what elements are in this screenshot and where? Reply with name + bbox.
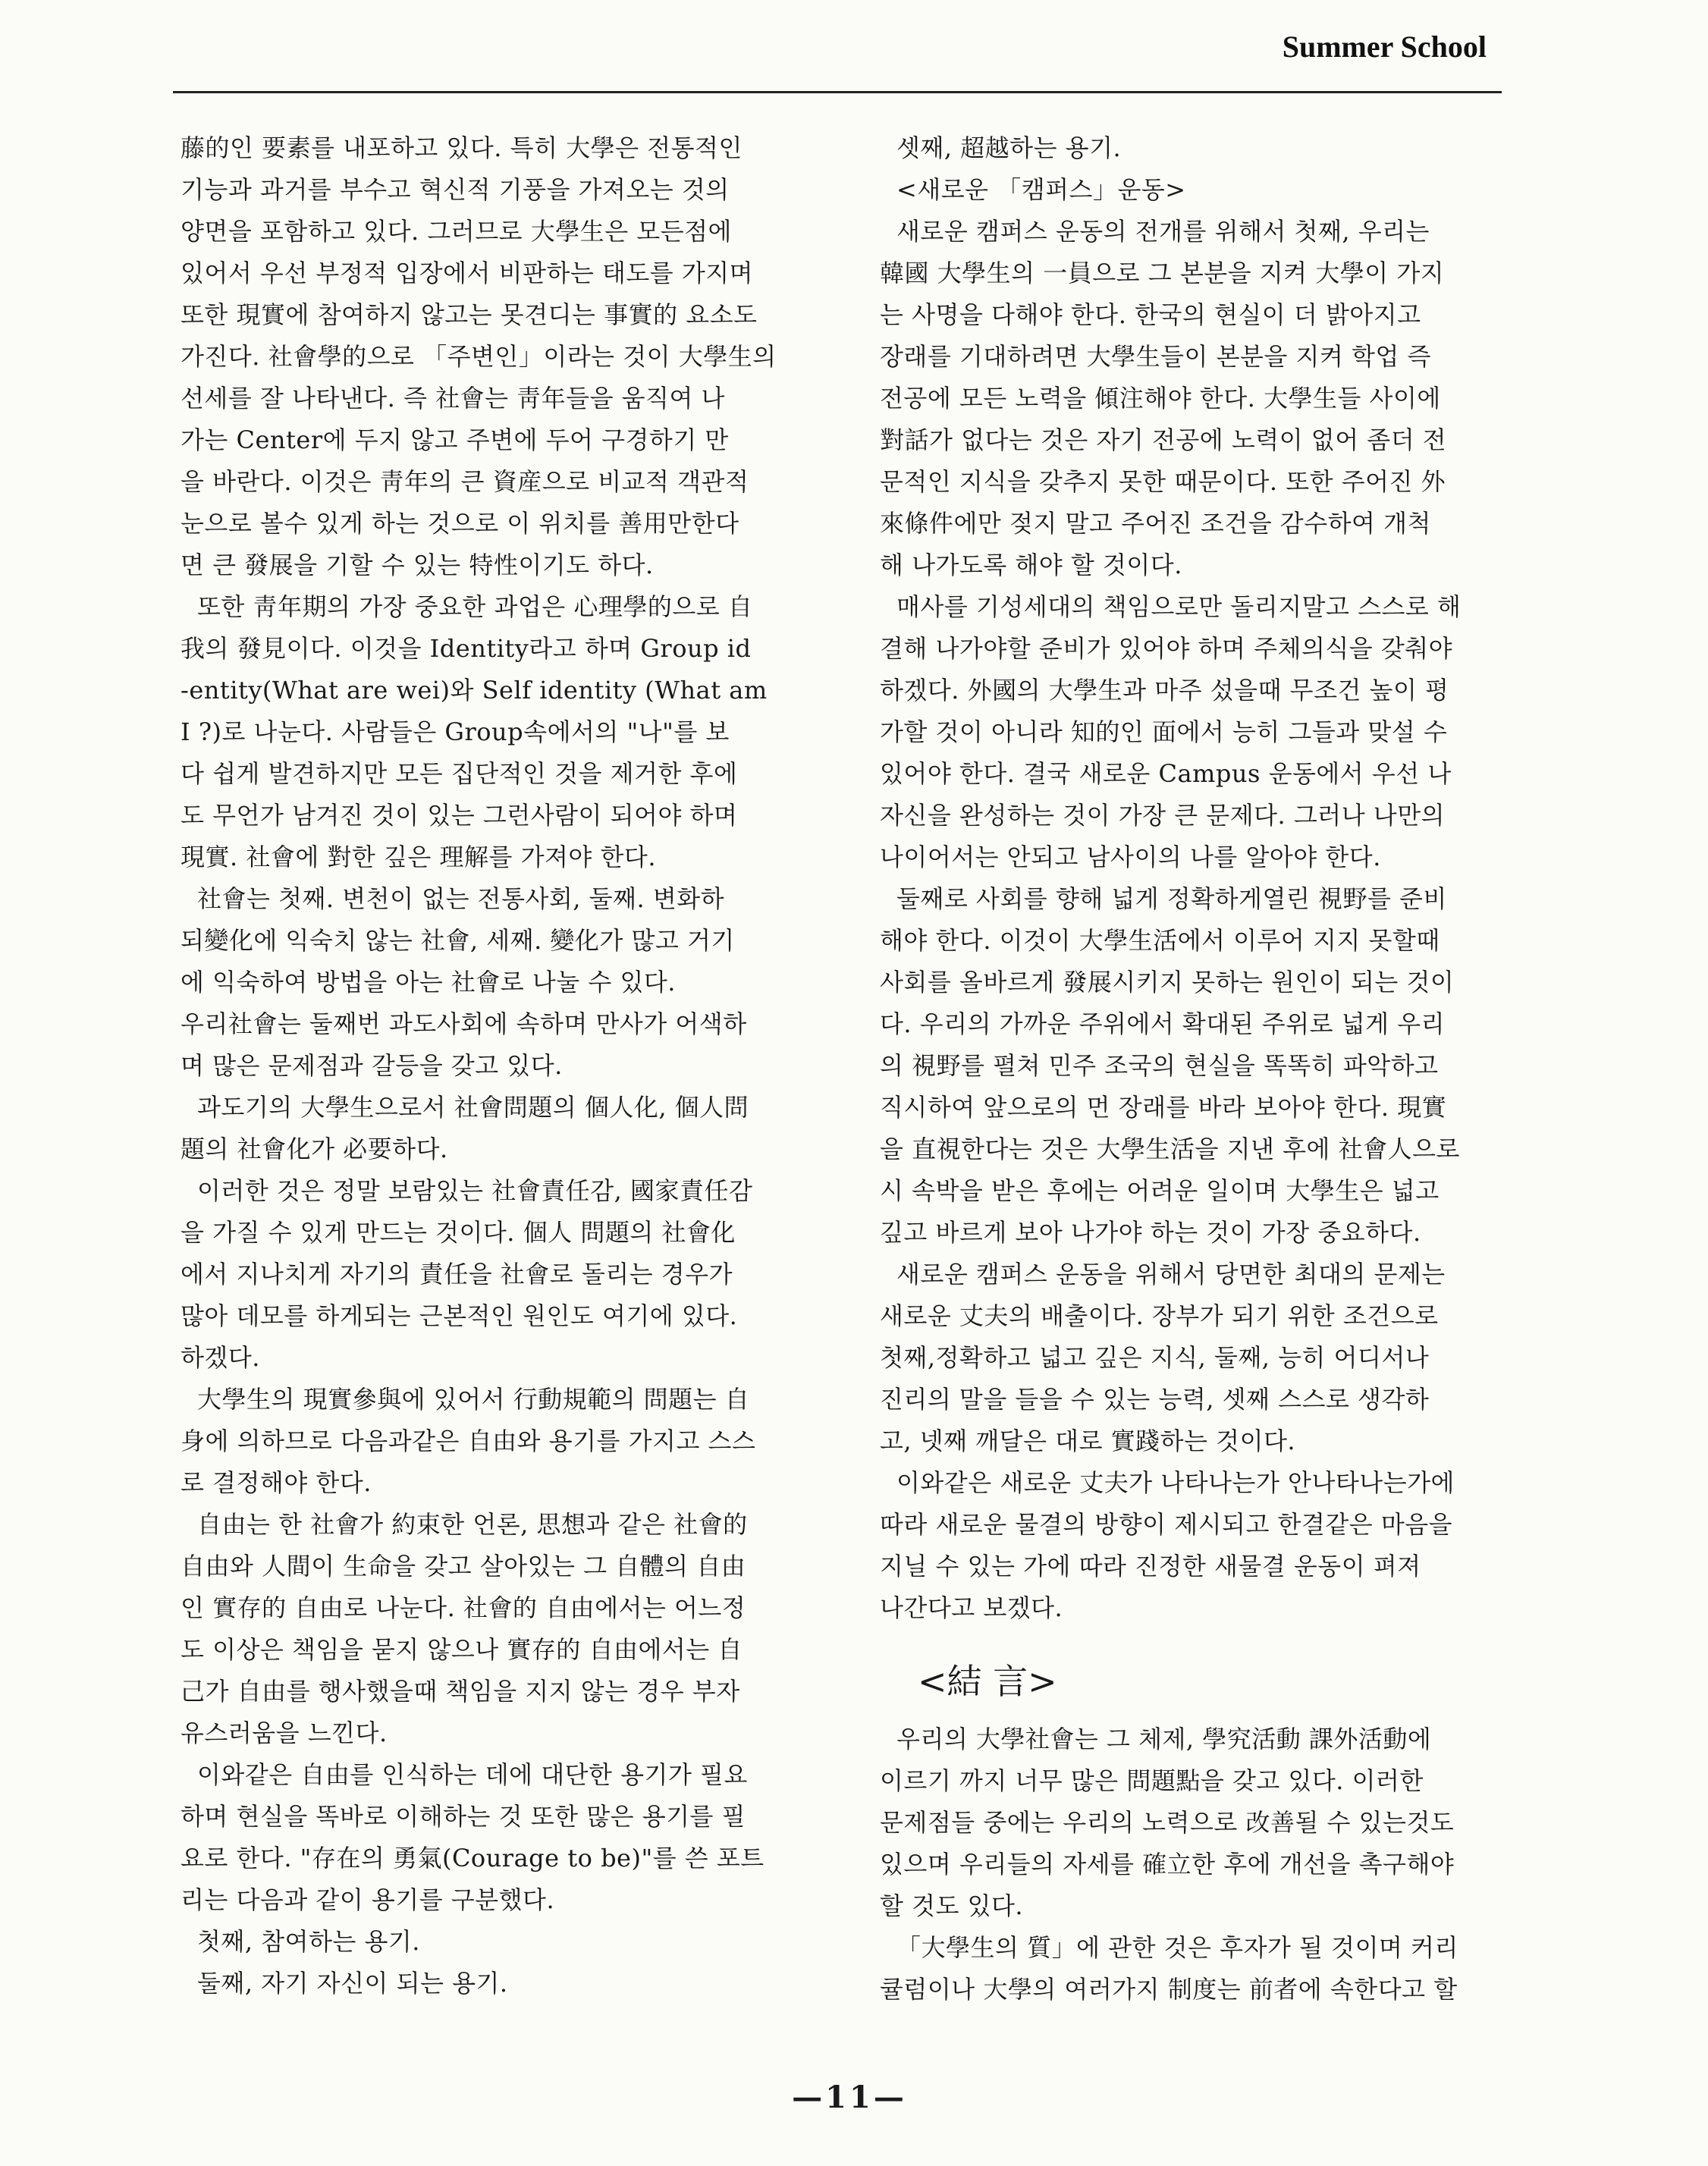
text-line: 요로 한다. "存在의 勇氣(Courage to be)"를 쓴 포트 [181, 1844, 765, 1872]
text-line: 둘째로 사회를 향해 넓게 정확하게열린 視野를 준비 [896, 884, 1447, 913]
text-line: 결해 나가야할 준비가 있어야 하며 주체의식을 갖춰야 [880, 634, 1453, 663]
text-line: 로 결정해야 한다. [181, 1468, 372, 1497]
text-line: 하며 현실을 똑바로 이해하는 것 또한 많은 용기를 필 [181, 1802, 746, 1831]
text-line: 을 直視한다는 것은 大學生活을 지낸 후에 社會人으로 [880, 1135, 1460, 1163]
text-line: 또한 現實에 참여하지 않고는 못견디는 事實的 요소도 [181, 300, 758, 329]
text-line: 할 것도 있다. [880, 1891, 1024, 1920]
text-line: 지닐 수 있는 가에 따라 진정한 새물결 운동이 펴져 [880, 1552, 1421, 1581]
text-line: 自由와 人間이 生命을 갖고 살아있는 그 自體의 自由 [181, 1552, 746, 1581]
text-line: 大學生의 現實參與에 있어서 行動規範의 問題는 自 [197, 1385, 750, 1414]
page-number: —11— [792, 2080, 907, 2115]
text-line: 있어야 한다. 결국 새로운 Campus 운동에서 우선 나 [880, 759, 1452, 788]
text-line: 「大學生의 質」에 관한 것은 후자가 될 것이며 커리 [896, 1933, 1458, 1962]
text-line: 따라 새로운 물결의 방향이 제시되고 한결같은 마음을 [880, 1510, 1453, 1539]
text-line: 우리社會는 둘째번 과도사회에 속하며 만사가 어색하 [181, 1009, 747, 1038]
text-line: <새로운 「캠퍼스」운동> [896, 175, 1186, 204]
text-line: 장래를 기대하려면 大學生들이 본분을 지켜 학업 즉 [880, 342, 1431, 371]
text-line: 있어서 우선 부정적 입장에서 비판하는 태도를 가지며 [181, 259, 754, 287]
text-line: 해야 한다. 이것이 大學生活에서 이루어 지지 못할때 [880, 926, 1440, 955]
text-line: 깊고 바르게 보아 나가야 하는 것이 가장 중요하다. [880, 1218, 1421, 1247]
text-line: 에서 지나치게 자기의 責任을 社會로 돌리는 경우가 [181, 1260, 733, 1289]
section-heading: <結 言> [918, 1661, 1057, 1702]
text-line: 과도기의 大學生으로서 社會問題의 個人化, 個人問 [197, 1093, 749, 1122]
text-line: 이와같은 自由를 인식하는 데에 대단한 용기가 필요 [197, 1760, 748, 1789]
text-line: -entity(What are wei)와 Self identity (What am [181, 676, 768, 705]
text-line: 있으며 우리들의 자세를 確立한 후에 개선을 촉구해야 [880, 1850, 1455, 1879]
text-line: 다. 우리의 가까운 주위에서 확대된 주위로 넓게 우리 [880, 1009, 1446, 1038]
text-line: 藤的인 要素를 내포하고 있다. 특히 大學은 전통적인 [181, 133, 743, 162]
text-line: 來條件에만 젖지 말고 주어진 조건을 감수하여 개척 [880, 509, 1431, 538]
text-line: 도 무언가 남겨진 것이 있는 그런사람이 되어야 하며 [181, 801, 738, 830]
text-line: 인 實存的 自由로 나눈다. 社會的 自由에서는 어느정 [181, 1593, 746, 1622]
text-line: 을 바란다. 이것은 靑年의 큰 資産으로 비교적 객관적 [181, 467, 749, 496]
left-text-column [181, 127, 833, 2004]
text-line: 새로운 캠퍼스 운동의 전개를 위해서 첫째, 우리는 [896, 217, 1430, 246]
text-line: 하겠다. [181, 1343, 260, 1372]
text-line: 現實. 社會에 對한 깊은 理解를 가져야 한다. [181, 843, 656, 871]
text-line: 기능과 과거를 부수고 혁신적 기풍을 가져오는 것의 [181, 175, 730, 204]
text-line: 시 속박을 받은 후에는 어려운 일이며 大學生은 넓고 [880, 1176, 1440, 1205]
text-line: 양면을 포함하고 있다. 그러므로 大學生은 모든점에 [181, 217, 732, 246]
text-line: 가할 것이 아니라 知的인 面에서 능히 그들과 맞설 수 [880, 717, 1448, 746]
text-line: 많아 데모를 하게되는 근본적인 원인도 여기에 있다. [181, 1301, 738, 1330]
text-line: 전공에 모든 노력을 傾注해야 한다. 大學生들 사이에 [880, 384, 1441, 413]
text-line: 셋째, 超越하는 용기. [896, 133, 1122, 162]
text-line: 새로운 丈夫의 배출이다. 장부가 되기 위한 조건으로 [880, 1301, 1439, 1330]
page-header-title: Summer School [1282, 30, 1487, 64]
text-line: 이르기 까지 너무 많은 問題點을 갖고 있다. 이러한 [880, 1766, 1424, 1795]
text-line: 는 사명을 다해야 한다. 한국의 현실이 더 밝아지고 [880, 300, 1421, 329]
text-line: 社會는 첫째. 변천이 없는 전통사회, 둘째. 변화하 [197, 884, 725, 913]
text-line: 문적인 지식을 갖추지 못한 때문이다. 또한 주어진 外 [880, 467, 1446, 496]
text-line: 면 큰 發展을 기할 수 있는 特性이기도 하다. [181, 551, 654, 579]
text-line: 또한 靑年期의 가장 중요한 과업은 心理學的으로 自 [197, 592, 753, 621]
text-line: 가는 Center에 두지 않고 주변에 두어 구경하기 만 [181, 425, 729, 454]
text-line: 직시하여 앞으로의 먼 장래를 바라 보아야 한다. 現實 [880, 1093, 1447, 1122]
text-line: 리는 다음과 같이 용기를 구분했다. [181, 1885, 555, 1914]
text-line: 되變化에 익숙치 않는 社會, 세째. 變化가 많고 거기 [181, 926, 735, 955]
right-text-column [880, 127, 1532, 2011]
text-line: 해 나가도록 해야 할 것이다. [880, 551, 1182, 579]
text-line: 유스러움을 느낀다. [181, 1719, 388, 1747]
text-line: 둘째, 자기 자신이 되는 용기. [197, 1969, 508, 1998]
text-line: 을 가질 수 있게 만드는 것이다. 個人 問題의 社會化 [181, 1218, 736, 1247]
text-line: 自由는 한 社會가 約束한 언론, 思想과 같은 社會的 [197, 1510, 748, 1539]
text-line: 문제점들 중에는 우리의 노력으로 改善될 수 있는것도 [880, 1808, 1455, 1837]
text-line: 진리의 말을 들을 수 있는 능력, 셋째 스스로 생각하 [880, 1385, 1430, 1414]
text-line: 에 익숙하여 방법을 아는 社會로 나눌 수 있다. [181, 968, 676, 997]
text-line: 己가 自由를 행사했을때 책임을 지지 않는 경우 부자 [181, 1677, 740, 1706]
text-line: 선세를 잘 나타낸다. 즉 社會는 靑年들을 움직여 나 [181, 384, 725, 413]
text-line: 韓國 大學生의 一員으로 그 본분을 지켜 大學이 가지 [880, 259, 1445, 287]
text-line: 사회를 올바르게 發展시키지 못하는 원인이 되는 것이 [880, 968, 1455, 997]
text-line: 題의 社會化가 必要하다. [181, 1135, 448, 1163]
text-line: 며 많은 문제점과 갈등을 갖고 있다. [181, 1051, 563, 1080]
text-line: 我의 發見이다. 이것을 Identity라고 하며 Group id [181, 634, 752, 663]
text-line: 하겠다. 外國의 大學生과 마주 섰을때 무조건 높이 평 [880, 676, 1449, 705]
text-line: 의 視野를 펼쳐 민주 조국의 현실을 똑똑히 파악하고 [880, 1051, 1439, 1080]
text-line: 새로운 캠퍼스 운동을 위해서 당면한 최대의 문제는 [896, 1260, 1446, 1289]
text-line: 身에 의하므로 다음과같은 自由와 용기를 가지고 스스 [181, 1427, 756, 1455]
text-line: 이와같은 새로운 丈夫가 나타나는가 안나타나는가에 [896, 1468, 1455, 1497]
text-line: 매사를 기성세대의 책임으로만 돌리지말고 스스로 해 [896, 592, 1462, 621]
text-line: 나이어서는 안되고 남사이의 나를 알아야 한다. [880, 843, 1381, 871]
text-line: 눈으로 볼수 있게 하는 것으로 이 위치를 善用만한다 [181, 509, 739, 538]
text-line: 고, 넷째 깨달은 대로 實踐하는 것이다. [880, 1427, 1296, 1455]
text-line: 對話가 없다는 것은 자기 전공에 노력이 없어 좀더 전 [880, 425, 1447, 454]
text-line: 첫째, 참여하는 용기. [197, 1927, 420, 1956]
text-line: 도 이상은 책임을 묻지 않으나 實存的 自由에서는 自 [181, 1635, 743, 1664]
text-line: 다 쉽게 발견하지만 모든 집단적인 것을 제거한 후에 [181, 759, 738, 788]
text-line: 나간다고 보겠다. [880, 1593, 1063, 1622]
text-line: I ?)로 나눈다. 사람들은 Group속에서의 "나"를 보 [181, 717, 730, 746]
text-line: 이러한 것은 정말 보람있는 社會責任감, 國家責任감 [197, 1176, 753, 1205]
text-line: 우리의 大學社會는 그 체제, 學究活動 課外活動에 [896, 1725, 1432, 1753]
text-line: 자신을 완성하는 것이 가장 큰 문제다. 그러나 나만의 [880, 801, 1446, 830]
text-line: 첫째,정확하고 넓고 깊은 지식, 둘째, 능히 어디서나 [880, 1343, 1430, 1372]
text-line: 가진다. 社會學的으로 「주변인」이라는 것이 大學生의 [181, 342, 777, 371]
text-line: 큘럼이나 大學의 여러가지 制度는 前者에 속한다고 할 [880, 1975, 1458, 2004]
header-divider [173, 91, 1502, 93]
